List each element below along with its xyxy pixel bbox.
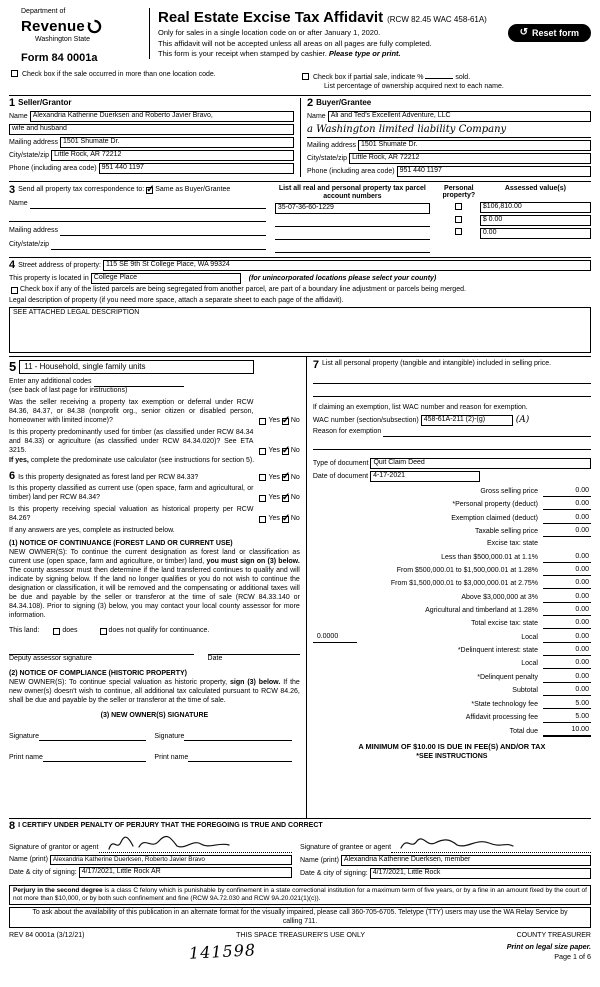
buyer-mailing-label: Mailing address [307, 141, 357, 149]
tax-label: *State technology fee [471, 700, 538, 708]
seller-city-label: City/state/zip [9, 151, 50, 159]
section-4 [9, 257, 591, 356]
deputy-date-label: Date [207, 654, 223, 662]
does-not-checkbox[interactable] [100, 628, 107, 635]
tax-row-gross [313, 487, 591, 497]
deputy-date-field[interactable] [208, 646, 300, 655]
wac-number-label: WAC number (section/subsection) [312, 417, 419, 425]
tax-row-agricultural [313, 606, 591, 616]
tax-value[interactable]: 5.00 [543, 713, 591, 723]
tax-row-tier-2 [313, 566, 591, 576]
corr-city-field[interactable] [51, 241, 266, 250]
personal-property-intro: List all personal property (tangible and intangible) included in selling price. [321, 359, 552, 367]
tax-value[interactable]: 10.00 [543, 726, 591, 737]
section-4-number: 4 [9, 258, 16, 271]
new-owner-print-field-1[interactable] [43, 753, 147, 762]
parcel-blank-2[interactable] [275, 230, 430, 240]
grantor-signature-field[interactable] [99, 835, 292, 853]
local-rate-field[interactable]: 0.0000 [313, 633, 357, 643]
personal-property-checkbox-1[interactable] [455, 203, 462, 210]
grantee-signature-field[interactable] [391, 835, 591, 853]
no-label: No [290, 473, 300, 481]
assessed-value-field-3[interactable]: 0.00 [480, 228, 591, 239]
buyer-name-field[interactable]: Ali and Ted's Excellent Adventure, LLC [328, 111, 591, 122]
tax-value[interactable]: 0.00 [543, 500, 591, 510]
tax-value[interactable]: 0.00 [543, 566, 591, 576]
grantee-date-city-field[interactable]: 4/17/2021, Little Rock [370, 868, 591, 879]
accessibility-note: To ask about the availability of this publication in an alternate format for the visually impaired, please call 360-705-6705. Teletype (TTY) users may use the WA Relay Service by calling 711. [9, 907, 591, 929]
treasurer-stamp-number: 141598 [188, 940, 257, 964]
tax-value[interactable]: 0.00 [543, 633, 591, 643]
tax-row-processing-fee [313, 713, 591, 723]
no-label: No [290, 515, 300, 523]
notice-2-post: If the new owner(s) doesn't wish to continue, all additional tax calculated pursuant to RCW 84.26, shall be due and payable by the seller or transferor at the time of sale. [9, 678, 300, 704]
additional-codes-note: (see back of last page for instructions) [9, 386, 128, 394]
tax-row-tier-4 [313, 593, 591, 603]
tax-row-subtotal [313, 686, 591, 696]
parcel-blank-1[interactable] [275, 217, 430, 227]
personal-property-line-2[interactable] [313, 387, 591, 397]
title-block [149, 8, 508, 59]
yes-label: Yes [268, 515, 280, 523]
tax-label: *Delinquent penalty [477, 673, 538, 681]
revenue-swirl-icon [87, 19, 102, 34]
treasurer-space-label: THIS SPACE TREASURER'S USE ONLY [236, 932, 365, 940]
tax-label: Gross selling price [480, 487, 538, 495]
grantee-signature-scribble [397, 834, 517, 854]
tax-row-total-due [313, 726, 591, 737]
notice-1-title: (1) NOTICE OF CONTINUANCE (FOREST LAND OR CURRENT USE) [9, 540, 233, 548]
type-or-print-note: Please type or print. [328, 49, 401, 59]
grantor-name-print-label: Name (print) [9, 855, 48, 863]
partial-sale-label: Check box if partial sale, indicate % [312, 74, 424, 82]
reset-form-label: Reset form [531, 28, 579, 38]
notice-2-pre: NEW OWNER(S): To continue special valuation as historic property, [9, 678, 228, 686]
corr-name-field[interactable] [30, 200, 266, 209]
sections-5-6-7 [9, 356, 591, 818]
if-yes-note-bold: If yes, [9, 456, 29, 464]
tax-value[interactable]: 0.00 [543, 487, 591, 497]
top-checkbox-row [9, 70, 591, 95]
if-yes-note: complete the predominate use calculator (see instructions for section 5). [30, 456, 255, 464]
this-land-label: This land: [9, 626, 40, 634]
sections-1-2 [9, 95, 591, 181]
rcw-reference: (RCW 82.45 WAC 458-61A) [387, 15, 487, 24]
perjury-lead: Perjury in the second degree [13, 886, 103, 894]
buyer-name-label: Name [307, 113, 326, 121]
perjury-note [9, 885, 591, 905]
grantor-signature-block [9, 833, 300, 879]
perjury-body: is a class C felony which is punishable by confinement in a state correctional institution for a maximum term of five years, or by a fine in an amount fixed by the court of not more than $10,000, or by both such confinement and fine (RCW 9A.72.030 and RCW 9A.20.021(1)(c)). [13, 886, 587, 902]
grantor-signature-scribble [105, 834, 235, 854]
seller-mailing-label: Mailing address [9, 138, 59, 146]
buyer-city-label: City/state/zip [307, 154, 348, 162]
located-in-label: This property is located in [9, 274, 89, 282]
notice-1-pre: NEW OWNER(S): To continue the current designation as forest land or classification as current use (open space, farm and agriculture, or timber) land, [9, 549, 300, 566]
tax-label: Above $3,000,000 at 3% [461, 593, 538, 601]
yes-label: Yes [268, 416, 280, 424]
wac-handwritten-note: (A) [515, 414, 530, 425]
tax-value[interactable]: 0.00 [543, 514, 591, 524]
assessed-value-field-2[interactable]: $ 0.00 [480, 215, 591, 226]
s5-question-1: Was the seller receiving a property tax exemption or deferral under RCW 84.36, 84.37, or 84.38 (nonprofit org., senior citizen or disabled person, homeowner with limited income)? [9, 398, 254, 424]
new-owner-print-label-2: Print name [154, 753, 189, 761]
buyer-phone-label: Phone (including area code) [307, 167, 395, 175]
footer-row-2 [9, 942, 591, 962]
footer-row [9, 932, 591, 941]
does-label: does [62, 626, 78, 634]
tax-row-exemption-deduct [313, 514, 591, 524]
tax-value[interactable]: 0.00 [543, 673, 591, 683]
tax-value[interactable]: 0.00 [543, 593, 591, 603]
wac-number-field[interactable]: 458-61A-211 (2)-(g) [421, 415, 513, 426]
same-as-buyer-checkbox[interactable] [146, 187, 153, 194]
street-address-label: Street address of property: [18, 261, 102, 269]
section-1-number: 1 [9, 97, 16, 110]
tax-label: Local [521, 633, 538, 641]
s6-q2-yes-checkbox[interactable] [259, 495, 266, 502]
tax-row-excise-header [313, 540, 591, 549]
correspondence-label: Send all property tax correspondence to: [18, 185, 145, 193]
header-note-3: This form is your receipt when stamped by cashier. [158, 49, 327, 59]
grantee-name-print-field[interactable]: Alexandria Katherine Duerksen, member [341, 855, 591, 866]
new-owner-signature-field-1[interactable] [39, 732, 146, 741]
no-label: No [290, 416, 300, 424]
section-3-number: 3 [9, 183, 16, 196]
type-of-document-field[interactable]: Quit Claim Deed [370, 458, 591, 469]
parcel-numbers-header: List all real and personal property tax parcel account numbers [278, 184, 426, 200]
buyer-phone-field[interactable]: 951 440 1197 [397, 166, 591, 177]
partial-sale-checkbox[interactable] [302, 73, 309, 80]
tax-label: Agricultural and timberland at 1.28% [425, 607, 538, 615]
additional-codes-field[interactable] [94, 378, 184, 387]
tax-value [543, 540, 591, 549]
tax-label: Taxable selling price [474, 528, 538, 535]
reset-icon: ↺ [519, 27, 528, 38]
county-treasurer-label: COUNTY TREASURER [516, 932, 591, 940]
new-owner-signature-label-2: Signature [154, 732, 185, 740]
new-owner-print-label-1: Print name [9, 753, 43, 761]
ownership-note: List percentage of ownership acquired next to each name. [324, 83, 504, 91]
seller-mailing-field[interactable]: 1501 Shumate Dr. [60, 137, 294, 148]
notice-3-title: (3) NEW OWNER(S) SIGNATURE [100, 711, 209, 719]
minimum-due-note: A MINIMUM OF $10.00 IS DUE IN FEE(S) AND/OR TAX [358, 742, 546, 752]
section-5-number: 5 [9, 359, 17, 375]
personal-property-line-1[interactable] [313, 374, 591, 384]
no-label: No [290, 494, 300, 502]
yes-label: Yes [268, 473, 280, 481]
tax-value[interactable]: 0.00 [543, 579, 591, 589]
seller-name-field-2[interactable]: wife and husband [9, 124, 294, 135]
reason-exemption-line-2[interactable] [313, 440, 591, 450]
tax-value[interactable]: 0.00 [543, 553, 591, 563]
header-note-1: Only for sales in a single location code on or after January 1, 2020. [158, 28, 381, 38]
notice-1-post: The county assessor must then determine if the land transferred continues to qualify and will indicate by signing below. If the land no longer qualifies or you do not wish to continue the designation or classification, it will be removed and the compensating or additional taxes will be due and payable by the seller or transferor at the time of sale (RCW 84.33.140 or 84.34.108). Prior to signing (3) below, you may contact your local county assessor for more information. [9, 567, 300, 619]
legal-description-field[interactable]: SEE ATTACHED LEGAL DESCRIPTION [9, 307, 591, 353]
dept-of-label: Department of [21, 8, 66, 15]
section-3 [9, 181, 591, 257]
legal-description-label: Legal description of property (if you need more space, attach a separate sheet to each page of the affidavit). [9, 296, 344, 304]
grantor-signature-label: Signature of grantor or agent [9, 843, 99, 851]
parcel-number-field[interactable]: 35-07-36-60-1229 [275, 203, 430, 214]
personal-property-header: Personal property? [442, 184, 476, 200]
tax-label: Local [521, 660, 538, 668]
same-as-buyer-label: Same as Buyer/Grantee [155, 185, 231, 193]
s6-question-2: Is this property classified as current use (open space, farm and agricultural, or timber) land per RCW 84.34? [9, 485, 254, 502]
grantor-name-print-field[interactable]: Alexandria Katherine Duerksen, Roberto Javier Bravo [50, 855, 292, 865]
reset-form-button[interactable] [508, 24, 591, 42]
seller-city-field[interactable]: Little Rock, AR 72212 [51, 150, 294, 161]
page-indicator: Page 1 of 6 [554, 951, 591, 961]
grantor-date-city-label: Date & city of signing: [9, 868, 77, 876]
tax-value[interactable]: 0.00 [543, 527, 591, 537]
yes-label: Yes [268, 446, 280, 454]
notice-1-bold: you must sign on (3) below. [206, 558, 300, 566]
personal-property-checkbox-3[interactable] [455, 228, 462, 235]
s5-q2-yes-checkbox[interactable] [259, 448, 266, 455]
s6-q1-no-checkbox[interactable] [282, 474, 289, 481]
tax-row-personal-deduct [313, 500, 591, 510]
segregated-checkbox[interactable] [11, 287, 18, 294]
unincorporated-note: (for unincorporated locations please select your county) [248, 274, 437, 282]
revenue-wordmark: Revenue [21, 17, 85, 35]
tax-label: From $500,000.01 to $1,500,000.01 at 1.28% [396, 567, 538, 575]
tax-label: Excise tax: state [487, 540, 538, 548]
tax-value[interactable]: 0.00 [543, 646, 591, 656]
grantee-date-city-label: Date & city of signing: [300, 869, 368, 877]
corr-blank-line[interactable] [9, 212, 266, 222]
buyer-title: Buyer/Grantee [316, 98, 372, 108]
s6-q3-yes-checkbox[interactable] [259, 516, 266, 523]
grantee-name-print-label: Name (print) [300, 856, 339, 864]
parcel-blank-3[interactable] [275, 243, 430, 253]
additional-codes-label: Enter any additional codes [9, 377, 92, 385]
exemption-note: If claiming an exemption, list WAC number and reason for exemption. [312, 403, 528, 411]
seller-phone-field[interactable]: 951 440 1197 [99, 163, 294, 174]
assessed-value-header: Assessed value(s) [504, 184, 566, 192]
no-label: No [290, 446, 300, 454]
new-owner-print-field-2[interactable] [188, 753, 292, 762]
section-5-6-column [9, 357, 306, 818]
form-header [9, 8, 591, 65]
new-owner-signature-label-1: Signature [9, 732, 39, 740]
tax-label: Total excise tax: state [471, 620, 538, 628]
s5-q1-yes-checkbox[interactable] [259, 418, 266, 425]
header-note-2: This affidavit will not be accepted unless all areas on all pages are fully completed. [158, 38, 432, 48]
s6-note: If any answers are yes, complete as instructed below. [9, 527, 175, 535]
grantor-date-city-field[interactable]: 4/17/2021, Little Rock AR [79, 867, 292, 878]
seller-name-field[interactable]: Alexandria Katherine Duerksen and Roberto Javier Bravo, [30, 111, 294, 122]
buyer-mailing-field[interactable]: 1501 Shumate Dr. [358, 140, 591, 151]
does-checkbox[interactable] [53, 628, 60, 635]
tax-row-delinquent-interest-state [313, 646, 591, 656]
section-6-number: 6 [9, 470, 16, 483]
grantee-signature-block [300, 833, 591, 879]
land-use-code-field[interactable]: 11 - Household, single family units [19, 360, 254, 374]
s6-q2-no-checkbox[interactable] [282, 495, 289, 502]
rev-number: REV 84 0001a (3/12/21) [9, 932, 85, 940]
washington-state-label: Washington State [35, 36, 90, 44]
section-8-number: 8 [9, 819, 16, 832]
notice-2-bold: sign (3) below. [230, 678, 281, 686]
form-number: Form 84 0001a [21, 52, 98, 65]
yes-label: Yes [268, 494, 280, 502]
tax-value[interactable]: 0.00 [543, 686, 591, 696]
tax-row-delinquent-interest-local [313, 659, 591, 669]
tax-row-tier-1 [313, 553, 591, 563]
deputy-signature-field[interactable] [9, 646, 194, 655]
s6-q1-yes-checkbox[interactable] [259, 474, 266, 481]
s6-q3-no-checkbox[interactable] [282, 516, 289, 523]
section-7-number: 7 [312, 358, 319, 371]
page-title: Real Estate Excise Tax Affidavit [158, 9, 384, 26]
tax-label: *Personal property (deduct) [452, 501, 538, 509]
tax-row-local [313, 633, 591, 643]
corr-city-label: City/state/zip [9, 240, 50, 248]
tax-label: Exemption claimed (deduct) [451, 514, 538, 522]
s5-q1-no-checkbox[interactable] [282, 418, 289, 425]
date-of-document-field[interactable]: 4-17-2021 [370, 471, 480, 482]
print-legal-note: Print on legal size paper. [506, 942, 591, 952]
multi-location-label: Check box if the sale occurred in more than one location code. [21, 71, 216, 79]
partial-sale-suffix: sold. [455, 74, 471, 82]
corr-mailing-field[interactable] [60, 227, 266, 236]
multi-location-checkbox[interactable] [11, 70, 18, 77]
corr-mailing-label: Mailing address [9, 226, 59, 234]
buyer-city-field[interactable]: Little Rock, AR 72212 [349, 153, 591, 164]
tax-label: Total due [509, 728, 538, 736]
tax-value[interactable]: 0.00 [543, 619, 591, 629]
partial-sale-percent-field[interactable] [425, 70, 453, 79]
tax-label: Less than $500,000.01 at 1.1% [441, 553, 538, 561]
section-buyer [300, 98, 591, 177]
tax-label: Affidavit processing fee [465, 713, 538, 721]
certify-statement: I CERTIFY UNDER PENALTY OF PERJURY THAT THE FOREGOING IS TRUE AND CORRECT [18, 821, 323, 829]
section-7-column [306, 357, 591, 818]
dor-logo [9, 8, 149, 65]
seller-title: Seller/Grantor [18, 98, 72, 108]
see-instructions-note: *SEE INSTRUCTIONS [416, 752, 488, 760]
tax-label: Subtotal [512, 687, 538, 695]
section-2-number: 2 [307, 97, 314, 110]
s5-q2-no-checkbox[interactable] [282, 448, 289, 455]
tax-row-total-state [313, 619, 591, 629]
notice-2-title: (2) NOTICE OF COMPLIANCE (HISTORIC PROPERTY) [9, 669, 187, 677]
section-seller [9, 98, 300, 177]
does-not-label: does not qualify for continuance. [108, 626, 210, 634]
tax-value[interactable]: 0.00 [543, 659, 591, 669]
segregated-label: Check box if any of the listed parcels are being segregated from another parcel, are part of a boundary line adjustment or parcels being merged. [20, 285, 466, 293]
new-owner-signature-field-2[interactable] [184, 732, 291, 741]
reason-exemption-field[interactable] [383, 428, 591, 437]
date-of-document-label: Date of document [312, 473, 369, 481]
corr-name-label: Name [9, 199, 28, 207]
assessed-value-field-1[interactable]: $106,810.00 [480, 202, 591, 213]
tax-label: *Delinquent interest: state [457, 647, 538, 655]
tax-row-delinquent-penalty [313, 673, 591, 683]
buyer-name-handwritten[interactable]: a Washington limited liability Company [307, 124, 507, 136]
section-8 [9, 818, 591, 883]
s6-question-3: Is this property receiving special valuation as historical property per RCW 84.26? [9, 506, 254, 523]
deputy-signature-label: Deputy assessor signature [9, 654, 92, 662]
street-address-field[interactable]: 115 SE 9th St College Place, WA 99324 [103, 260, 591, 271]
s6-question-1: Is this property designated as forest land per RCW 84.33? [18, 473, 199, 481]
grantee-signature-label: Signature of grantee or agent [300, 843, 392, 851]
located-in-field[interactable]: College Place [91, 273, 241, 284]
s5-question-2: Is this property predominantly used for timber (as classified under RCW 84.34 and 84.33) or agriculture (as classified under RCW 84.34.020)? See ETA 3215. [9, 428, 254, 454]
seller-name-label: Name [9, 113, 28, 121]
tax-label: From $1,500,000.01 to $3,000,000.01 at 2.75% [390, 580, 538, 588]
seller-phone-label: Phone (including area code) [9, 164, 97, 172]
tax-value[interactable]: 5.00 [543, 700, 591, 710]
tax-row-tier-3 [313, 579, 591, 589]
tax-value[interactable]: 0.00 [543, 606, 591, 616]
tax-row-technology-fee [313, 700, 591, 710]
tax-row-taxable [313, 527, 591, 537]
personal-property-checkbox-2[interactable] [455, 216, 462, 223]
type-of-document-label: Type of document [312, 460, 369, 468]
reason-exemption-label: Reason for exemption [312, 428, 382, 436]
